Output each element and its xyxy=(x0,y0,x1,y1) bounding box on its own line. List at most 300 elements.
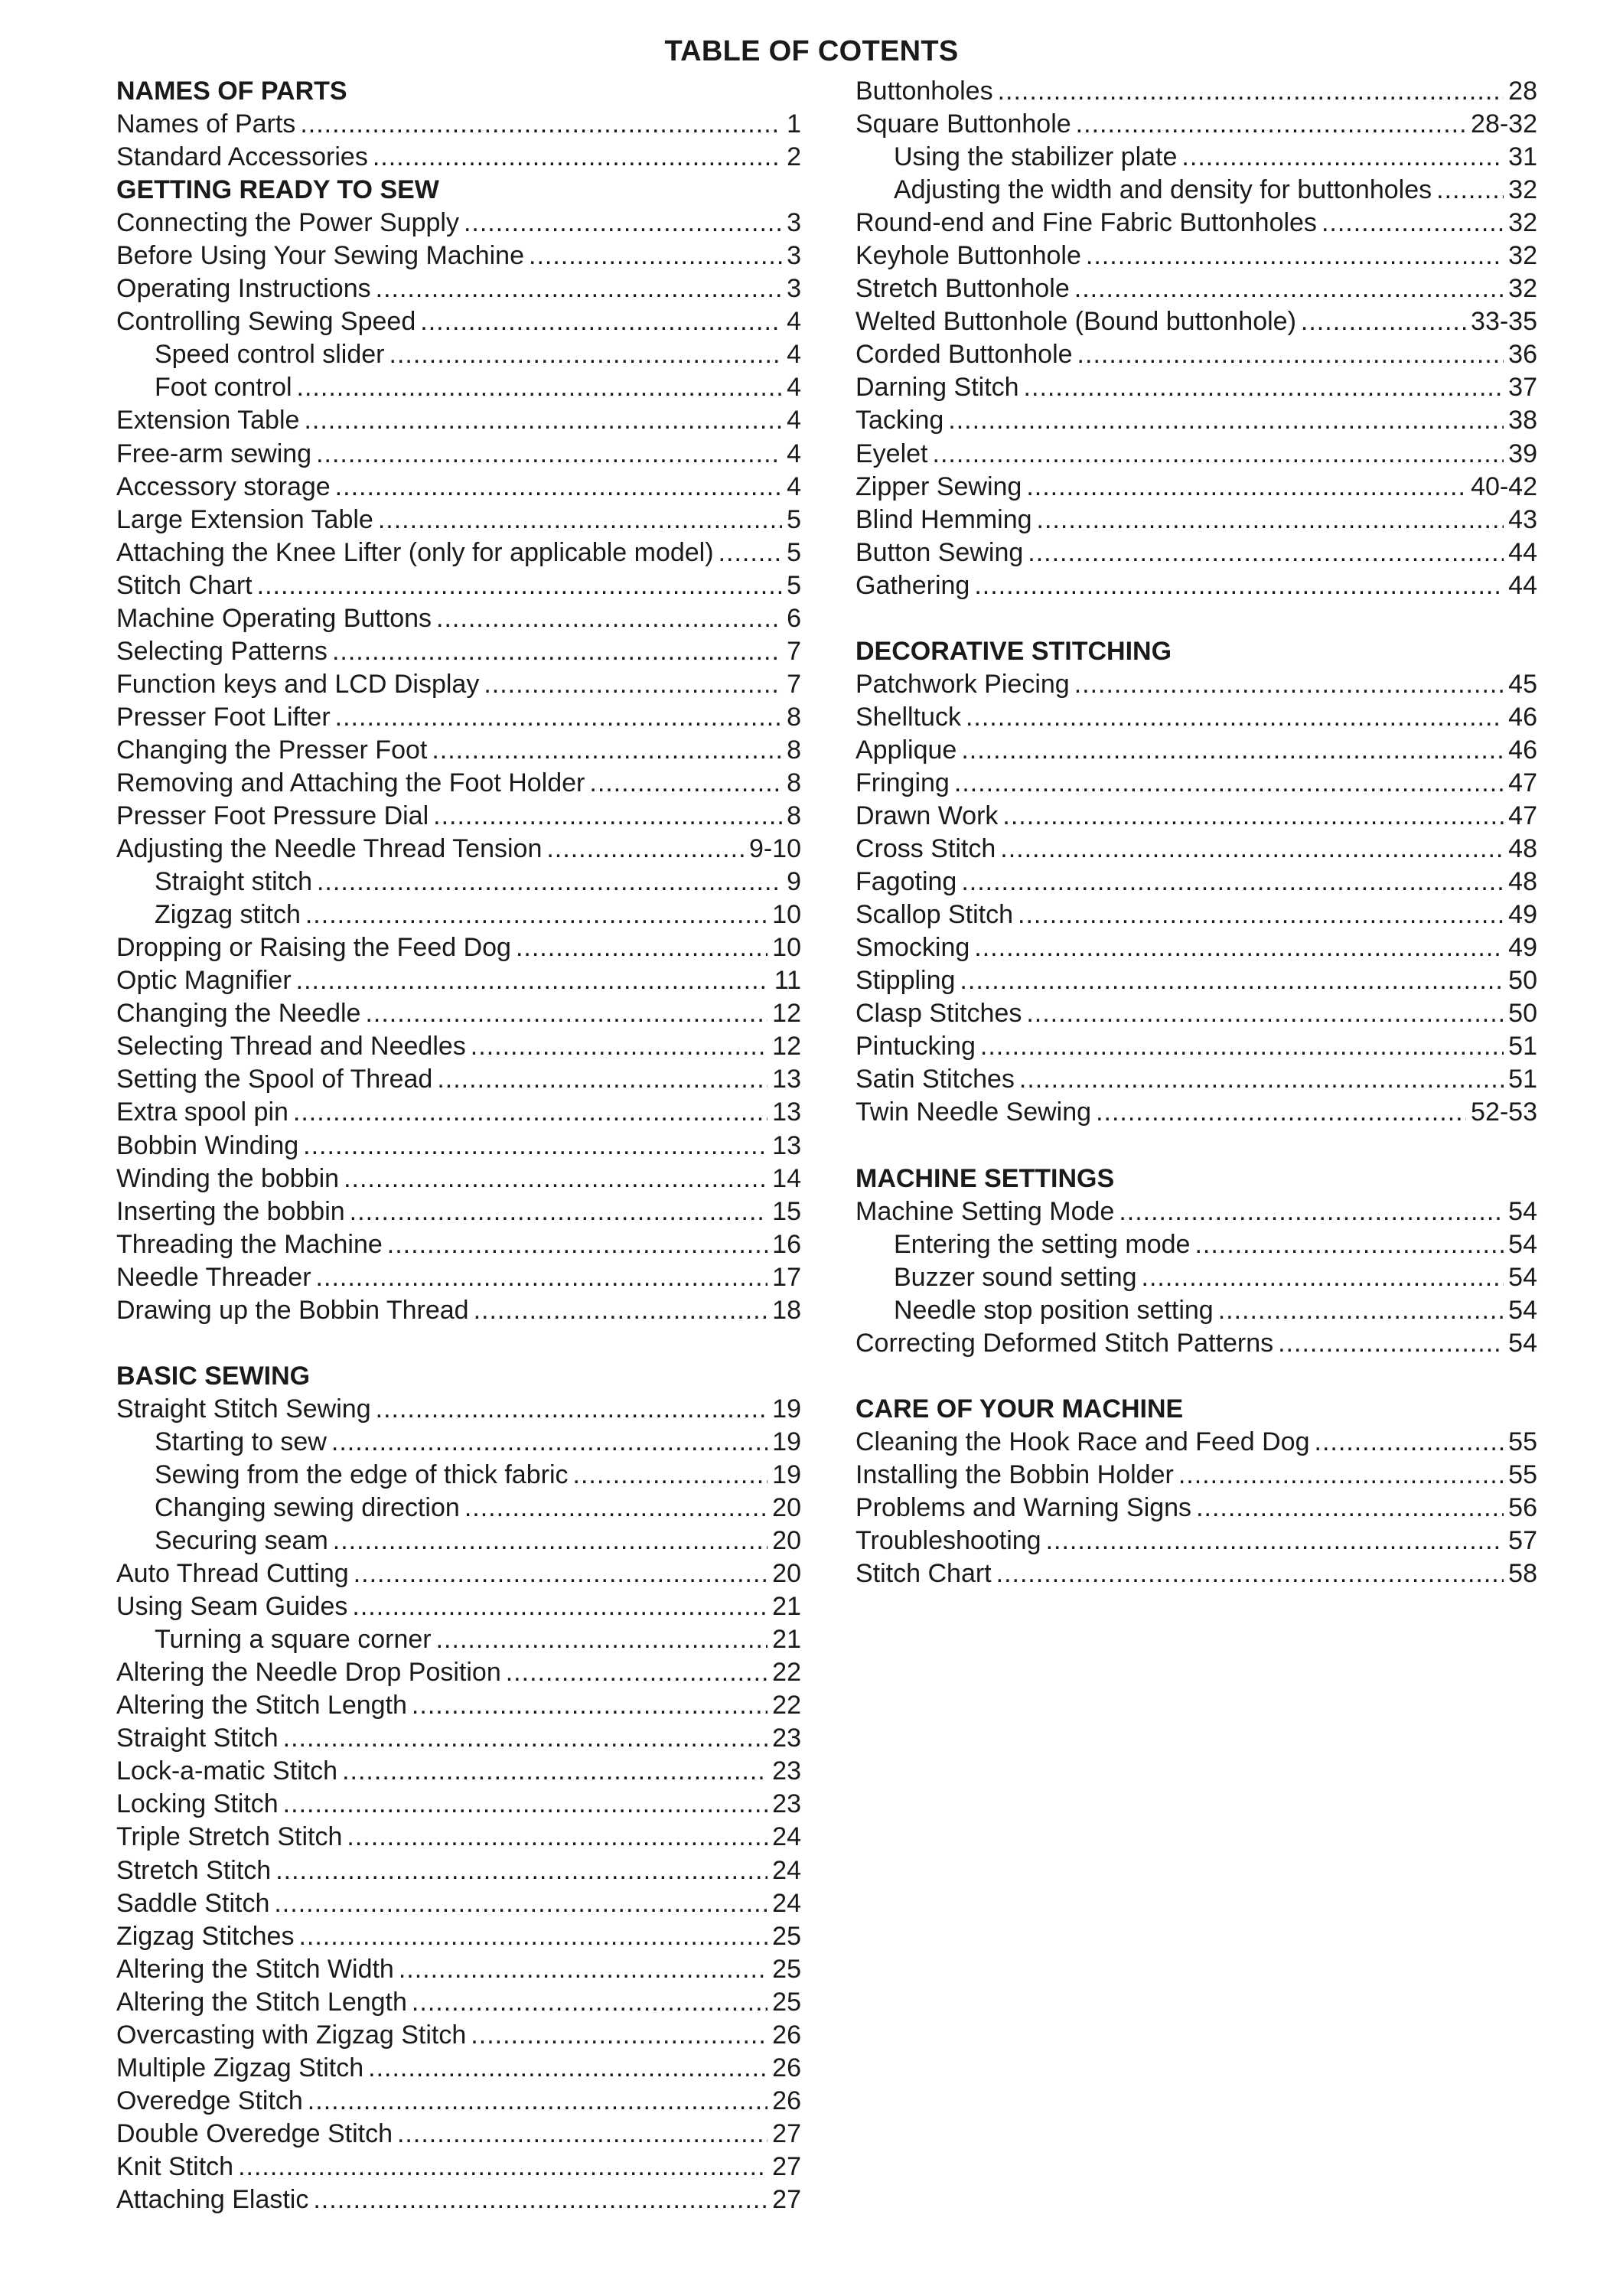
dot-leader xyxy=(316,438,782,471)
entry-title: Zigzag Stitches xyxy=(116,1921,295,1951)
toc-entry xyxy=(855,1426,1537,1459)
toc-entry xyxy=(116,767,801,800)
entry-title: Changing the Needle xyxy=(116,999,361,1029)
page-number: 12 xyxy=(772,999,801,1029)
dot-leader xyxy=(331,1426,768,1459)
dot-leader xyxy=(365,997,768,1030)
toc-subentry xyxy=(116,371,801,404)
page-number: 54 xyxy=(1508,1229,1537,1259)
page-number: 8 xyxy=(787,735,801,765)
page-number: 13 xyxy=(772,1065,801,1094)
entry-title: Threading the Machine xyxy=(116,1229,383,1259)
toc-entry xyxy=(855,833,1537,866)
page-number: 20 xyxy=(772,1559,801,1589)
toc-entry xyxy=(855,964,1537,997)
toc-entry xyxy=(855,108,1537,141)
dot-leader xyxy=(1019,1063,1504,1096)
section-spacer xyxy=(855,602,1537,635)
entry-title: Scallop Stitch xyxy=(855,900,1013,930)
toc-right-column xyxy=(855,75,1537,1590)
entry-title: Locking Stitch xyxy=(116,1789,279,1819)
page-number: 4 xyxy=(787,406,801,435)
entry-title: Selecting Thread and Needles xyxy=(116,1032,466,1062)
entry-title: Operating Instructions xyxy=(116,274,371,304)
dot-leader xyxy=(1278,1327,1504,1360)
entry-title: Buttonholes xyxy=(855,77,993,106)
dot-leader xyxy=(1028,536,1504,569)
dot-leader xyxy=(296,964,770,997)
page-number: 5 xyxy=(787,504,801,534)
toc-entry xyxy=(116,305,801,338)
dot-leader xyxy=(293,1096,768,1129)
toc-entry xyxy=(116,141,801,174)
page-number: 25 xyxy=(772,1921,801,1951)
dot-leader xyxy=(1074,668,1504,701)
page-number: 57 xyxy=(1508,1526,1537,1556)
entry-title: Multiple Zigzag Stitch xyxy=(116,2053,364,2082)
dot-leader xyxy=(974,569,1504,602)
dot-leader xyxy=(464,1492,768,1525)
page-number: 21 xyxy=(772,1592,801,1622)
entry-title: Needle Threader xyxy=(116,1262,311,1292)
entry-title: Altering the Stitch Width xyxy=(116,1954,394,1984)
page-number: 14 xyxy=(772,1163,801,1193)
toc-entry xyxy=(116,1393,801,1426)
entry-title: Connecting the Power Supply xyxy=(116,208,459,238)
toc-subentry xyxy=(116,1492,801,1525)
page-number: 32 xyxy=(1508,175,1537,205)
entry-title: Before Using Your Sewing Machine xyxy=(116,241,524,271)
entry-title: Speed control slider xyxy=(155,340,385,370)
entry-title: Round-end and Fine Fabric Buttonholes xyxy=(855,208,1317,238)
dot-leader xyxy=(397,2118,768,2151)
entry-title: Keyhole Buttonhole xyxy=(855,241,1081,271)
toc-subentry xyxy=(116,899,801,931)
dot-leader xyxy=(313,2183,768,2216)
page-number: 5 xyxy=(787,537,801,567)
dot-leader xyxy=(275,1854,768,1887)
entry-title: Selecting Patterns xyxy=(116,636,328,666)
dot-leader xyxy=(1322,207,1504,240)
dot-leader xyxy=(352,1590,768,1623)
page-number: 20 xyxy=(772,1493,801,1523)
toc-entry xyxy=(116,504,801,536)
dot-leader xyxy=(274,1887,768,1920)
dot-leader xyxy=(303,1130,768,1163)
toc-entry xyxy=(116,1096,801,1129)
toc-entry xyxy=(116,404,801,437)
page-number: 23 xyxy=(772,1724,801,1753)
dot-leader xyxy=(300,108,782,141)
page-number: 12 xyxy=(772,1032,801,1062)
toc-entry xyxy=(855,305,1537,338)
section-spacer xyxy=(116,1327,801,1360)
toc-entry xyxy=(116,1590,801,1623)
entry-title: Eyelet xyxy=(855,439,928,468)
page-number: 48 xyxy=(1508,834,1537,864)
entry-title: Fringing xyxy=(855,768,950,797)
entry-title: Free-arm sewing xyxy=(116,439,312,468)
toc-entry xyxy=(855,767,1537,800)
page-number: 10 xyxy=(772,900,801,930)
entry-title: Saddle Stitch xyxy=(116,1888,270,1918)
dot-leader xyxy=(420,305,782,338)
dot-leader xyxy=(308,2085,768,2118)
page-number: 8 xyxy=(787,801,801,831)
dot-leader xyxy=(436,602,782,635)
page-number: 47 xyxy=(1508,801,1537,831)
toc-entry xyxy=(116,997,801,1030)
entry-title: Standard Accessories xyxy=(116,142,368,172)
toc-entry xyxy=(116,1063,801,1096)
entry-title: Stitch Chart xyxy=(116,570,253,600)
page-number: 6 xyxy=(787,603,801,633)
page-number: 58 xyxy=(1508,1559,1537,1589)
entry-title: Installing the Bobbin Holder xyxy=(855,1459,1174,1489)
page-number: 24 xyxy=(772,1888,801,1918)
entry-title: Dropping or Raising the Feed Dog xyxy=(116,933,511,963)
toc-entry xyxy=(855,338,1537,371)
page-number: 51 xyxy=(1508,1065,1537,1094)
page-number: 27 xyxy=(772,2118,801,2148)
page-number: 3 xyxy=(787,241,801,271)
dot-leader xyxy=(980,1030,1504,1063)
page-number: 39 xyxy=(1508,439,1537,468)
entry-title: Shelltuck xyxy=(855,702,961,732)
page-number: 2 xyxy=(787,142,801,172)
entry-title: Altering the Needle Drop Position xyxy=(116,1658,501,1688)
page-number: 24 xyxy=(772,1855,801,1885)
entry-title: Changing sewing direction xyxy=(155,1493,460,1523)
page-number: 45 xyxy=(1508,669,1537,699)
dot-leader xyxy=(961,734,1504,767)
dot-leader xyxy=(1046,1525,1504,1557)
page-number: 46 xyxy=(1508,702,1537,732)
toc-entry xyxy=(855,701,1537,734)
page-number: 49 xyxy=(1508,900,1537,930)
page-number: 25 xyxy=(772,1987,801,2017)
toc-entry xyxy=(116,1953,801,1986)
dot-leader xyxy=(238,2151,768,2183)
page-title: TABLE OF COTENTS xyxy=(664,35,959,67)
entry-title: Straight Stitch xyxy=(116,1724,279,1753)
toc-entry xyxy=(855,504,1537,536)
entry-title: Using the stabilizer plate xyxy=(894,142,1178,172)
toc-left-column xyxy=(116,75,801,2216)
toc-entry xyxy=(116,438,801,471)
entry-title: Foot control xyxy=(155,373,292,403)
toc-subentry xyxy=(855,1294,1537,1327)
dot-leader xyxy=(433,800,782,833)
dot-leader xyxy=(960,964,1504,997)
toc-entry xyxy=(116,1130,801,1163)
entry-title: Gathering xyxy=(855,570,970,600)
dot-leader xyxy=(333,1525,768,1557)
dot-leader xyxy=(516,931,768,964)
toc-entry xyxy=(116,1261,801,1294)
page-number: 19 xyxy=(772,1394,801,1424)
dot-leader xyxy=(948,404,1504,437)
toc-entry xyxy=(116,1986,801,2019)
page-number: 50 xyxy=(1508,966,1537,996)
page-number: 55 xyxy=(1508,1427,1537,1456)
entry-title: Presser Foot Pressure Dial xyxy=(116,801,429,831)
dot-leader xyxy=(1178,1459,1504,1492)
entry-title: Adjusting the width and density for buttonholes xyxy=(894,175,1432,205)
dot-leader xyxy=(589,767,782,800)
page-number: 9-10 xyxy=(748,834,801,864)
entry-title: Entering the setting mode xyxy=(894,1229,1191,1259)
toc-entry xyxy=(855,207,1537,240)
toc-entry xyxy=(855,1327,1537,1360)
dot-leader xyxy=(974,931,1504,964)
page-number: 3 xyxy=(787,274,801,304)
dot-leader xyxy=(344,1163,768,1195)
page-number: 16 xyxy=(772,1229,801,1259)
toc-subentry xyxy=(116,338,801,371)
toc-entry xyxy=(116,2052,801,2085)
entry-title: Drawing up the Bobbin Thread xyxy=(116,1295,469,1325)
entry-title: Double Overedge Stitch xyxy=(116,2118,393,2148)
toc-entry xyxy=(116,668,801,701)
toc-entry xyxy=(116,2118,801,2151)
page-number: 37 xyxy=(1508,373,1537,403)
toc-entry xyxy=(116,272,801,305)
entry-title: Overedge Stitch xyxy=(116,2086,303,2115)
dot-leader xyxy=(1196,1492,1504,1525)
dot-leader xyxy=(471,2019,768,2052)
toc-entry xyxy=(116,964,801,997)
page-number: 44 xyxy=(1508,537,1537,567)
dot-leader xyxy=(474,1294,768,1327)
toc-entry xyxy=(855,471,1537,504)
entry-title: Smocking xyxy=(855,933,970,963)
toc-entry xyxy=(116,1030,801,1063)
entry-title: Needle stop position setting xyxy=(894,1295,1214,1325)
toc-entry xyxy=(855,536,1537,569)
entry-title: Winding the bobbin xyxy=(116,1163,340,1193)
entry-title: Extra spool pin xyxy=(116,1097,288,1127)
toc-subentry xyxy=(855,141,1537,174)
toc-entry xyxy=(116,1228,801,1261)
page-number: 21 xyxy=(772,1625,801,1655)
entry-title: Zipper Sewing xyxy=(855,471,1022,501)
dot-leader xyxy=(332,635,782,668)
page-number: 40-42 xyxy=(1471,471,1537,501)
page-number: 31 xyxy=(1508,142,1537,172)
entry-title: Securing seam xyxy=(155,1526,328,1556)
toc-entry xyxy=(116,931,801,964)
page-number: 4 xyxy=(787,439,801,468)
toc-entry xyxy=(116,1722,801,1755)
dot-leader xyxy=(257,569,782,602)
dot-leader xyxy=(961,866,1504,899)
dot-leader xyxy=(529,240,782,272)
entry-title: Adjusting the Needle Thread Tension xyxy=(116,834,543,864)
dot-leader xyxy=(719,536,783,569)
dot-leader xyxy=(432,734,782,767)
entry-title: Troubleshooting xyxy=(855,1526,1041,1556)
toc-entry xyxy=(116,635,801,668)
entry-title: Machine Setting Mode xyxy=(855,1196,1115,1226)
page-number: 10 xyxy=(772,933,801,963)
dot-leader xyxy=(335,701,782,734)
entry-title: Accessory storage xyxy=(116,471,331,501)
toc-subentry xyxy=(855,1261,1537,1294)
page-number: 54 xyxy=(1508,1295,1537,1325)
page-number: 22 xyxy=(772,1691,801,1720)
entry-title: Triple Stretch Stitch xyxy=(116,1822,343,1852)
entry-title: Stretch Stitch xyxy=(116,1855,272,1885)
entry-title: Darning Stitch xyxy=(855,373,1019,403)
entry-title: Straight Stitch Sewing xyxy=(116,1394,371,1424)
toc-subentry xyxy=(116,1426,801,1459)
toc-entry xyxy=(855,866,1537,899)
dot-leader xyxy=(305,899,768,931)
section-heading: BASIC SEWING xyxy=(116,1361,311,1391)
toc-subentry xyxy=(855,1228,1537,1261)
entry-title: Corded Buttonhole xyxy=(855,340,1073,370)
dot-leader xyxy=(1096,1096,1466,1129)
page-number: 25 xyxy=(772,1954,801,1984)
page-number: 26 xyxy=(772,2053,801,2082)
dot-leader xyxy=(317,866,782,899)
entry-title: Satin Stitches xyxy=(855,1065,1015,1094)
page-number: 13 xyxy=(772,1130,801,1160)
entry-title: Optic Magnifier xyxy=(116,966,292,996)
toc-entry xyxy=(116,1821,801,1854)
toc-entry xyxy=(855,240,1537,272)
toc-entry xyxy=(116,1854,801,1887)
page-number: 56 xyxy=(1508,1493,1537,1523)
dot-leader xyxy=(1002,800,1504,833)
dot-leader xyxy=(373,141,782,174)
entry-title: Cross Stitch xyxy=(855,834,996,864)
page-number: 1 xyxy=(787,109,801,139)
page-number: 11 xyxy=(774,966,801,996)
entry-title: Stretch Buttonhole xyxy=(855,274,1070,304)
entry-title: Correcting Deformed Stitch Patterns xyxy=(855,1328,1274,1358)
entry-title: Stitch Chart xyxy=(855,1559,992,1589)
toc-entry xyxy=(855,668,1537,701)
entry-title: Extension Table xyxy=(116,406,300,435)
page-number: 4 xyxy=(787,340,801,370)
entry-title: Bobbin Winding xyxy=(116,1130,299,1160)
entry-title: Applique xyxy=(855,735,957,765)
entry-title: Welted Buttonhole (Bound buttonhole) xyxy=(855,307,1296,337)
dot-leader xyxy=(376,1393,768,1426)
entry-title: Straight stitch xyxy=(155,867,312,897)
entry-title: Inserting the bobbin xyxy=(116,1196,345,1226)
entry-title: Stippling xyxy=(855,966,956,996)
entry-title: Turning a square corner xyxy=(155,1625,432,1655)
section-heading: MACHINE SETTINGS xyxy=(855,1163,1115,1193)
dot-leader xyxy=(378,504,782,536)
entry-title: Changing the Presser Foot xyxy=(116,735,428,765)
dot-leader xyxy=(1218,1294,1504,1327)
toc-entry xyxy=(116,2183,801,2216)
toc-entry xyxy=(116,1689,801,1722)
toc-entry xyxy=(116,471,801,504)
page-number: 23 xyxy=(772,1789,801,1819)
page-number: 54 xyxy=(1508,1262,1537,1292)
page-number: 36 xyxy=(1508,340,1537,370)
section-heading: CARE OF YOUR MACHINE xyxy=(855,1394,1184,1424)
page-number: 27 xyxy=(772,2151,801,2181)
dot-leader xyxy=(1076,108,1466,141)
dot-leader xyxy=(506,1656,768,1689)
toc-entry xyxy=(855,371,1537,404)
entry-title: Overcasting with Zigzag Stitch xyxy=(116,2020,467,2050)
page-number: 3 xyxy=(787,208,801,238)
page-number: 32 xyxy=(1508,208,1537,238)
dot-leader xyxy=(1086,240,1504,272)
dot-leader xyxy=(283,1722,768,1755)
dot-leader xyxy=(1024,371,1504,404)
dot-leader xyxy=(471,1030,768,1063)
dot-leader xyxy=(399,1953,768,1986)
entry-title: Names of Parts xyxy=(116,109,296,139)
page-number: 52-53 xyxy=(1471,1097,1537,1127)
entry-title: Attaching the Knee Lifter (only for applicable model) xyxy=(116,537,714,567)
entry-title: Clasp Stitches xyxy=(855,999,1022,1029)
toc-subentry xyxy=(116,1623,801,1656)
page-number: 50 xyxy=(1508,999,1537,1029)
toc-entry xyxy=(116,800,801,833)
page-number: 20 xyxy=(772,1526,801,1556)
page-number: 24 xyxy=(772,1822,801,1852)
dot-leader xyxy=(342,1755,768,1788)
toc-subentry xyxy=(116,866,801,899)
toc-entry xyxy=(116,1920,801,1953)
toc-entry xyxy=(116,1887,801,1920)
toc-entry xyxy=(116,240,801,272)
toc-entry xyxy=(116,207,801,240)
dot-leader xyxy=(573,1459,768,1492)
dot-leader xyxy=(350,1195,768,1228)
page-number: 54 xyxy=(1508,1196,1537,1226)
dot-leader xyxy=(1077,338,1504,371)
dot-leader xyxy=(1026,471,1466,504)
page-number: 54 xyxy=(1508,1328,1537,1358)
page-number: 18 xyxy=(772,1295,801,1325)
page-number: 19 xyxy=(772,1427,801,1456)
dot-leader xyxy=(298,1920,768,1953)
dot-leader xyxy=(436,1623,768,1656)
toc-entry xyxy=(116,1195,801,1228)
entry-title: Drawn Work xyxy=(855,801,999,831)
dot-leader xyxy=(412,1986,768,2019)
page-number: 46 xyxy=(1508,735,1537,765)
dot-leader xyxy=(368,2052,768,2085)
toc-entry xyxy=(116,833,801,866)
dot-leader xyxy=(484,668,782,701)
page-number: 23 xyxy=(772,1756,801,1786)
toc-entry xyxy=(116,734,801,767)
dot-leader xyxy=(546,833,745,866)
dot-leader xyxy=(1018,899,1504,931)
entry-title: Twin Needle Sewing xyxy=(855,1097,1092,1127)
entry-title: Using Seam Guides xyxy=(116,1592,348,1622)
dot-leader xyxy=(1037,504,1504,536)
toc-entry xyxy=(116,1755,801,1788)
dot-leader xyxy=(996,1557,1504,1590)
page-number: 28-32 xyxy=(1471,109,1537,139)
dot-leader xyxy=(387,1228,768,1261)
page-number: 7 xyxy=(787,636,801,666)
toc-entry xyxy=(855,931,1537,964)
toc-entry xyxy=(116,2019,801,2052)
